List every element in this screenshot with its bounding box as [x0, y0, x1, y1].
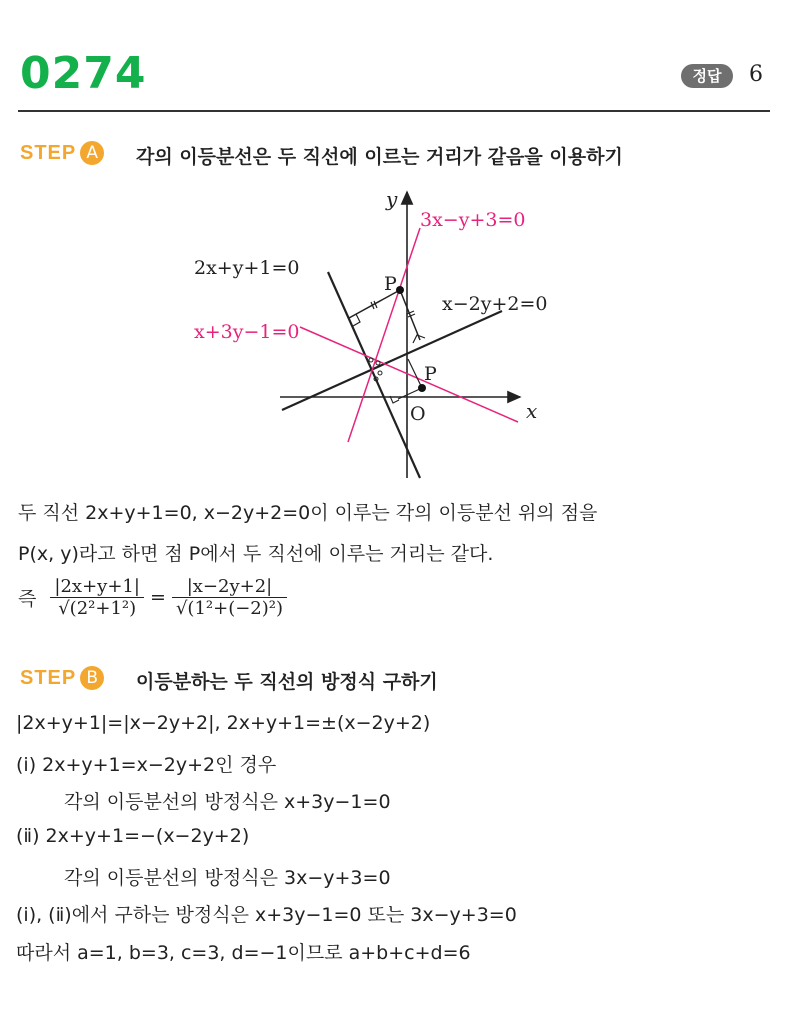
x-axis-label: x: [526, 399, 538, 423]
bisector-x-3y-1: [300, 327, 518, 422]
bisector2-label: x+3y−1=0: [194, 321, 300, 343]
eq-equals: =: [149, 586, 166, 609]
solution-line-1: |2x+y+1|=|x−2y+2|, 2x+y+1=±(x−2y+2): [16, 712, 431, 734]
solution-line-7: 따라서 a=1, b=3, c=3, d=−1이므로 a+b+c+d=6: [16, 942, 471, 964]
step-b-heading: [20, 666, 104, 690]
para1-line1: 두 직선 2x+y+1=0, x−2y+2=0이 이루는 각의 이등분선 위의 점을: [18, 502, 598, 524]
bisector1-label: 3x−y+3=0: [420, 209, 526, 231]
step-a-title: 각의 이등분선은 두 직선에 이르는 거리가 같음을 이용하기: [136, 146, 623, 168]
origin-label: O: [410, 403, 426, 425]
solution-line-4: (ⅱ) 2x+y+1=−(x−2y+2): [16, 825, 250, 847]
step-a-heading: [20, 141, 104, 165]
eq-rhs-denominator: √(1²+(−2)²): [175, 598, 284, 619]
answer-badge: 정답: [681, 64, 733, 88]
line2-label: x−2y+2=0: [442, 293, 548, 315]
point-p-upper-label: P: [384, 273, 397, 295]
solution-line-3: 각의 이등분선의 방정식은 x+3y−1=0: [64, 791, 391, 813]
step-a-label: STEP: [20, 142, 77, 164]
step-b-letter: B: [80, 666, 104, 690]
y-axis-label: y: [386, 187, 398, 211]
step-b-label: STEP: [20, 667, 77, 689]
point-p-upper: [396, 286, 404, 294]
eq-prefix: 즉: [18, 588, 37, 610]
eq-rhs-numerator: |x−2y+2|: [172, 576, 287, 598]
distance-equation: [18, 576, 287, 619]
line-x-2y-2: [282, 311, 502, 410]
step-a-letter: A: [80, 141, 104, 165]
eq-lhs-numerator: |2x+y+1|: [50, 576, 144, 598]
solution-line-2: (ⅰ) 2x+y+1=x−2y+2인 경우: [16, 754, 277, 776]
line1-label: 2x+y+1=0: [194, 257, 300, 279]
solution-line-5: 각의 이등분선의 방정식은 3x−y+3=0: [64, 867, 391, 889]
point-p-lower: [418, 384, 426, 392]
para1-line2: P(x, y)라고 하면 점 P에서 두 직선에 이루는 거리는 같다.: [18, 543, 494, 565]
header-divider: [18, 110, 770, 112]
step-b-title: 이등분하는 두 직선의 방정식 구하기: [136, 671, 438, 693]
eq-lhs-denominator: √(2²+1²): [58, 598, 137, 619]
problem-number: 0274: [20, 48, 147, 99]
answer-value: 6: [749, 62, 763, 87]
solution-line-6: (ⅰ), (ⅱ)에서 구하는 방정식은 x+3y−1=0 또는 3x−y+3=0: [16, 904, 517, 926]
bisector-figure: [180, 180, 600, 480]
point-p-lower-label: P: [424, 363, 437, 385]
